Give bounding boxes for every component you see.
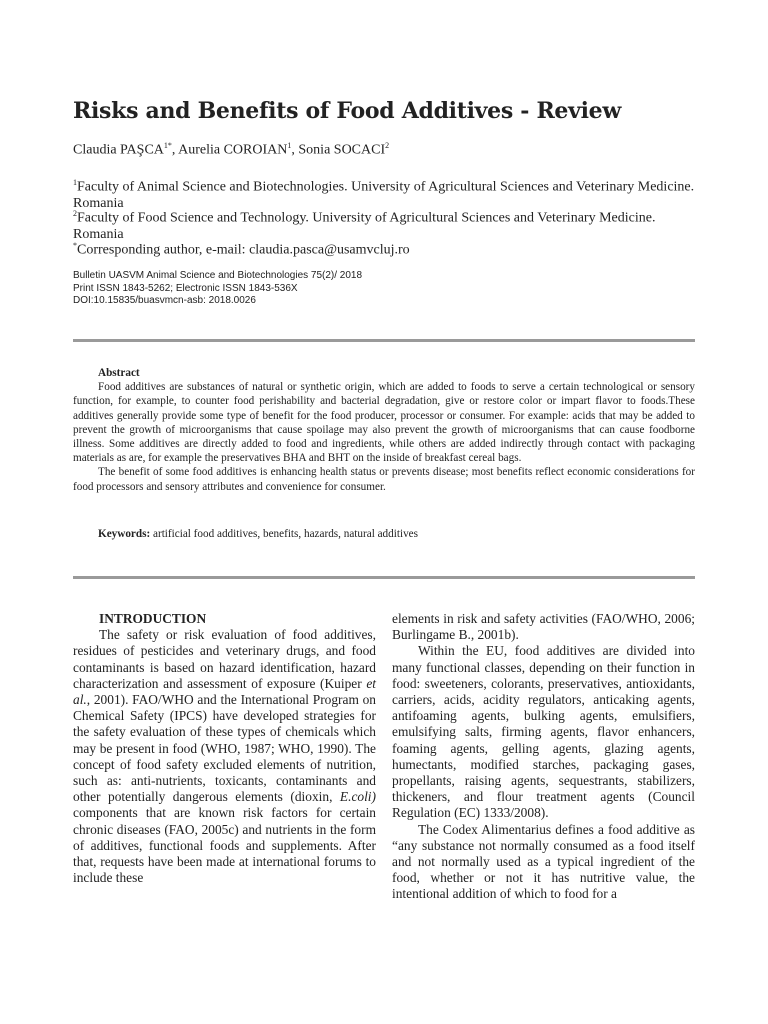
eu-classes-paragraph: Within the EU, food additives are divided into many functional classes, depending on their function in food: sweeteners, colorants, preservatives, antioxidants, carriers, acids, acidity regulators, anticaking agents, antifoaming agents, bulking agents, emulsifiers, emulsifying salts, firming agents, flavor enhancers, foaming agents, gelling agents, glazing agents, humectants, modified starches, packaging gases, propellants, raising agents, sequestrants, stabilizers, thickeners, and flour treatment agents (Council Regulation (EC) 1333/2008). — [392, 643, 695, 821]
right-column — [392, 611, 695, 903]
keywords-line — [73, 528, 695, 540]
abstract-heading: Abstract — [98, 367, 140, 379]
abstract-paragraph-2: The benefit of some food additives is enhancing health status or prevents disease; most benefits reflect economic considerations for food processors and sensory attributes and convenience for consumer. — [73, 466, 695, 493]
issn-line: Print ISSN 1843-5262; Electronic ISSN 1843-536X — [73, 282, 298, 294]
codex-paragraph: The Codex Alimentarius defines a food additive as “any substance not normally consumed as a food itself and not normally used as a typical ingredient of the food, whether or not it has nutritive value, the intentional addition of which to food for a — [392, 821, 695, 902]
author-superscript: 2 — [385, 141, 390, 150]
paper-title: Risks and Benefits of Food Additives - Review — [73, 98, 622, 124]
bottom-divider — [73, 576, 695, 579]
author-list — [73, 141, 389, 159]
corresponding-author — [73, 238, 698, 259]
intro-etal: et al. — [73, 675, 376, 708]
corresponding-superscript: * — [73, 241, 77, 250]
affiliation-text: Faculty of Animal Science and Biotechnologies. University of Agricultural Sciences and Veterinary Medicine. Romania — [73, 179, 695, 211]
intro-ecoli: E.coli) — [339, 789, 376, 805]
abstract-paragraph-1: Food additives are substances of natural or synthetic origin, which are added to foods to serve a certain technological or sensory function, for example, to counter food perishability and bacterial degradation, give or restore color or impart flavor to foods.These additives generally provide some type of benefit for the food producer, processor or consumer. For example: acids that may be added to prevent the growth of microorganisms that cause spoilage may also prevent the growth of microorganisms that can cause foodborne illness. Some additives are directly added to food and ingredients, while others are added indirectly through contact with packaging materials as are, for example the preservatives BHA and BHT on the inside of breakfast cereal bags. — [73, 381, 695, 465]
author-name: , Sonia SOCACI — [291, 142, 386, 158]
left-column — [73, 611, 376, 886]
keywords-label: Keywords: — [98, 528, 151, 540]
author-name: Claudia PAŞCA — [73, 142, 164, 158]
continued-paragraph: elements in risk and safety activities (FAO/WHO, 2006; Burlingame B., 2001b). — [392, 611, 695, 643]
author-name: , Aurelia COROIAN — [171, 142, 288, 158]
abstract-section — [73, 366, 695, 494]
bulletin-line: Bulletin UASVM Animal Science and Biotechnologies 75(2)/ 2018 — [73, 270, 363, 281]
introduction-paragraph — [73, 627, 376, 886]
keywords-text: artificial food additives, benefits, hazards, natural additives — [150, 528, 418, 540]
affiliation-superscript: 1 — [73, 178, 77, 187]
doi-line: DOI:10.15835/buasvmcn-asb: 2018.0026 — [73, 295, 256, 306]
affiliation-superscript: 2 — [73, 209, 77, 218]
author-superscript: 1* — [163, 141, 172, 150]
affiliation-text: Faculty of Food Science and Technology. University of Agricultural Sciences and Veterinary Medicine. Romania — [73, 210, 656, 242]
bulletin-info — [73, 270, 362, 308]
top-divider — [73, 339, 695, 342]
introduction-heading: INTRODUCTION — [99, 611, 207, 626]
intro-text: components that are known risk factors for certain chronic diseases (FAO, 2005c) and nutrients in the form of additives, functional foods and supplements. After that, requests have been made at international forums to include these — [73, 805, 376, 886]
intro-text: , 2001). FAO/WHO and the International Program on Chemical Safety (IPCS) have developed strategies for the safety evaluation of these types of chemicals which may be present in food (WHO, 1987; WHO, 1990). The concept of food safety excluded elements of nutrition, such as: anti-nutrients, toxicants, contaminants and other potentially dangerous elements (dioxin, — [73, 692, 376, 805]
author-superscript: 1 — [287, 141, 292, 150]
intro-text: The safety or risk evaluation of food additives, residues of pesticides and veterinary drugs, and food contaminants is based on hazard identification, hazard characterization and assessment of exposure (Kuiper — [73, 627, 376, 691]
corresponding-email: Corresponding author, e-mail: claudia.pasca@usamvcluj.ro — [77, 242, 410, 258]
